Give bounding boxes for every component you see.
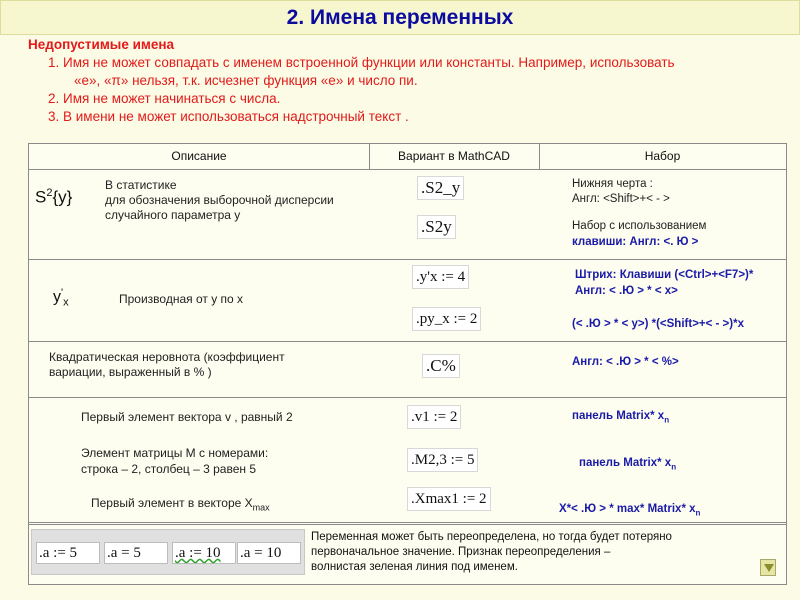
desc-row3-line1: Квадратическая неровнота (коэффициент bbox=[49, 350, 285, 364]
mathcad-m23[interactable]: .M2,3 := 5 bbox=[407, 448, 478, 472]
row-divider bbox=[29, 169, 786, 170]
example-a-eq-5[interactable]: .a = 5 bbox=[104, 542, 168, 564]
mathcad-s2-subscript-y[interactable]: .S2y bbox=[417, 215, 456, 239]
mathcad-c-percent[interactable]: .C% bbox=[422, 354, 460, 378]
desc-row3-line2: вариации, выраженный в % ) bbox=[49, 365, 212, 379]
row-divider bbox=[29, 397, 786, 398]
symbol-y-derivative-x: $y'_x$ bbox=[53, 287, 69, 309]
desc-row1-line2: для обозначения выборочной дисперсии bbox=[105, 193, 334, 207]
header-description: Описание bbox=[171, 149, 227, 163]
row-divider bbox=[29, 341, 786, 342]
nav-down-icon[interactable] bbox=[760, 559, 776, 576]
set-row2-line2: Англ: < .Ю > * < x> bbox=[575, 285, 678, 297]
mathcad-y-prime-x[interactable]: .y'x := 4 bbox=[412, 265, 469, 289]
desc-row2: Производная от y по x bbox=[119, 292, 244, 306]
slide-title: 2. Имена переменных bbox=[0, 0, 800, 35]
redefinition-block bbox=[28, 525, 787, 585]
set-row4-line1: панель Matrix* $x_n$ bbox=[572, 410, 670, 425]
example-a-def-5[interactable]: .a := 5 bbox=[36, 542, 100, 564]
desc-row1-line3: случайного параметра y bbox=[105, 208, 241, 222]
rule-1: 1. Имя не может совпадать с именем встроенной функции или константы. Например, использовать bbox=[48, 55, 675, 70]
set-row2-line3: (< .Ю > * < y>) *(<Shift>+< - >)*x bbox=[572, 318, 744, 330]
row-divider bbox=[29, 259, 786, 260]
desc-row4-line1: Первый элемент вектора v , равный 2 bbox=[81, 410, 293, 424]
redefinition-examples bbox=[31, 529, 305, 575]
set-row1-line4: клавиши: Англ: <. Ю > bbox=[572, 236, 699, 248]
mathcad-v1[interactable]: .v1 := 2 bbox=[407, 405, 461, 429]
rule-1-cont: «е», «π» нельзя, т.к. исчезнет функция «е» и число пи. bbox=[74, 73, 418, 88]
set-row4-line3: X*< .Ю > * max* Matrix* $x_n$ bbox=[559, 503, 701, 518]
desc-row4-line3: строка – 2, столбец – 3 равен 5 bbox=[81, 462, 257, 476]
example-a-def-10[interactable]: .a := 10 bbox=[172, 542, 236, 564]
rules-heading: Недопустимые имена bbox=[28, 37, 175, 52]
set-row4-line2: панель Matrix* $x_n$ bbox=[579, 457, 677, 472]
set-row1-line3: Набор с использованием bbox=[572, 220, 707, 232]
header-set: Набор bbox=[644, 149, 681, 163]
desc-row4-line2: Элемент матрицы M с номерами: bbox=[81, 446, 269, 460]
rules-block bbox=[28, 36, 788, 126]
desc-row1-line1: В статистике bbox=[105, 178, 177, 192]
set-row2-line1: Штрих: Клавиши (<Ctrl>+<F7>)* bbox=[575, 269, 754, 281]
row-divider bbox=[29, 522, 786, 523]
set-row1-line2: Англ: <Shift>+< - > bbox=[572, 193, 670, 205]
mathcad-py-x[interactable]: .py_x := 2 bbox=[412, 307, 481, 331]
symbol-s2y: $S^2\{y\}$ bbox=[35, 187, 73, 207]
header-divider bbox=[539, 144, 540, 169]
rule-3: 3. В имени не может использоваться надстрочный текст . bbox=[48, 109, 409, 124]
mathcad-xmax1[interactable]: .Xmax1 := 2 bbox=[407, 487, 491, 511]
set-row1-line1: Нижняя черта : bbox=[572, 178, 653, 190]
rule-2: 2. Имя не может начинаться с числа. bbox=[48, 91, 281, 106]
set-row3: Англ: < .Ю > * < %> bbox=[572, 356, 679, 368]
desc-row4-line4: Первый элемент в векторе $X_{max}$ bbox=[91, 496, 270, 513]
mathcad-s2-underscore-y[interactable]: .S2_y bbox=[417, 176, 464, 200]
redefinition-note: Переменная может быть переопределена, но тогда будет потеряно первоначальное значение. Признак переопределения – волнистая зеленая линия под именем. bbox=[311, 531, 672, 573]
header-divider bbox=[369, 144, 370, 169]
example-a-eq-10[interactable]: .a = 10 bbox=[237, 542, 301, 564]
names-table bbox=[28, 143, 787, 525]
header-mathcad: Вариант в MathCAD bbox=[398, 149, 510, 163]
